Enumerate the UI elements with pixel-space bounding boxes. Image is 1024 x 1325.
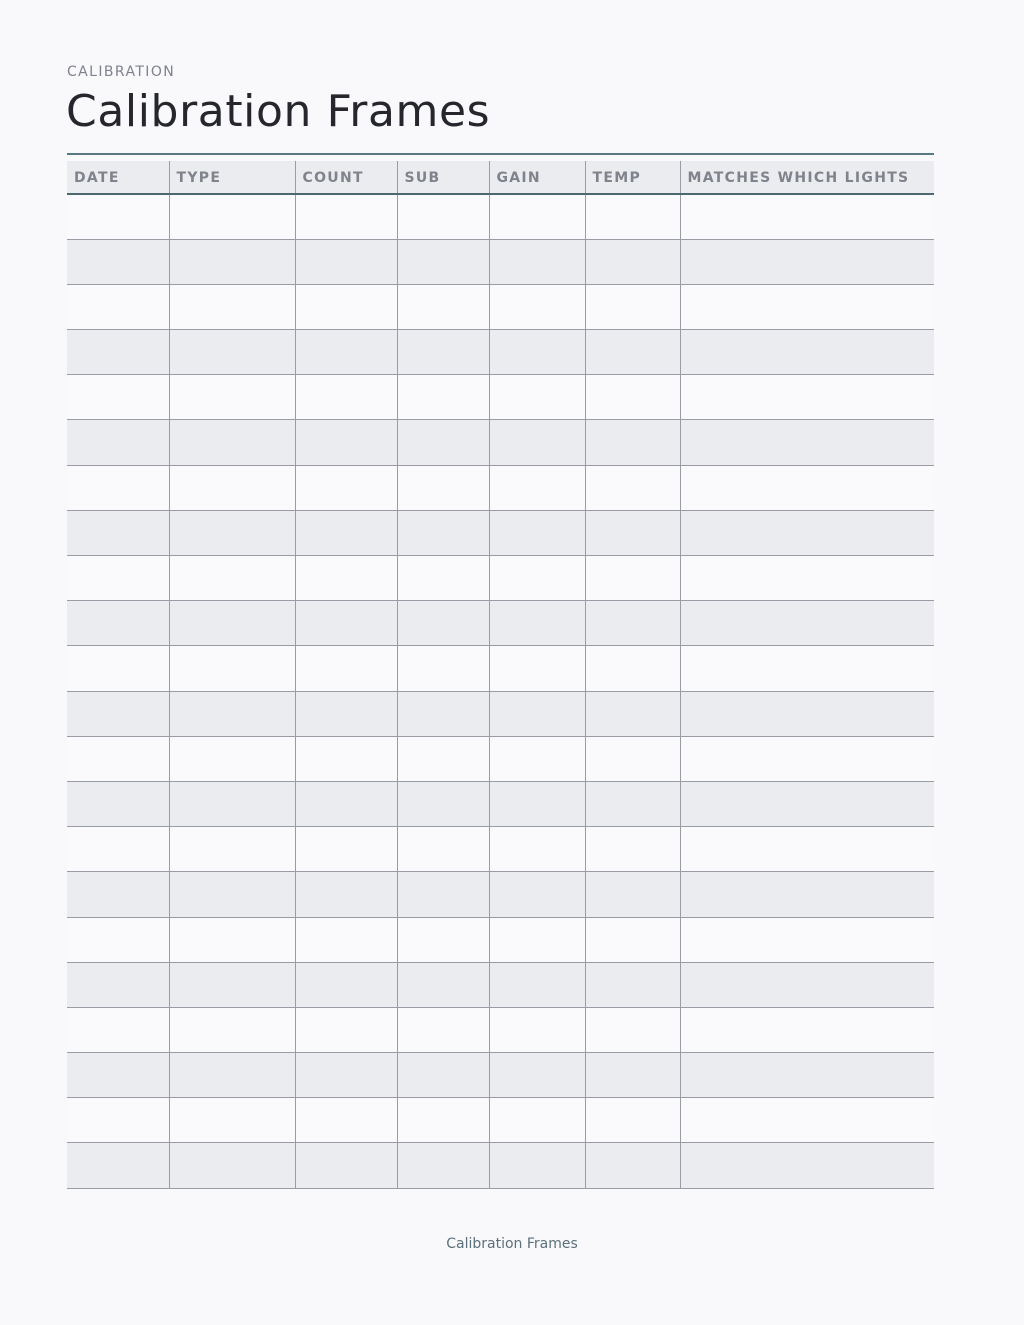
cell-temp[interactable] [585,962,680,1007]
cell-temp[interactable] [585,510,680,555]
cell-matches-which-lights[interactable] [680,194,934,239]
cell-gain[interactable] [489,1007,585,1052]
calibration-table [67,161,934,1189]
cell-type[interactable] [169,1143,295,1188]
cell-sub[interactable] [397,420,489,465]
cell-matches-which-lights[interactable] [680,962,934,1007]
table-row [67,646,934,691]
cell-type[interactable] [169,646,295,691]
cell-type[interactable] [169,510,295,555]
cell-matches-which-lights[interactable] [680,601,934,646]
cell-sub[interactable] [397,646,489,691]
cell-matches-which-lights[interactable] [680,239,934,284]
cell-sub[interactable] [397,239,489,284]
cell-type[interactable] [169,239,295,284]
cell-gain[interactable] [489,239,585,284]
table-row [67,601,934,646]
cell-sub[interactable] [397,691,489,736]
cell-type[interactable] [169,1053,295,1098]
table-row [67,827,934,872]
cell-count[interactable] [295,827,397,872]
cell-gain[interactable] [489,465,585,510]
table-row [67,239,934,284]
column-header-temp: TEMP [585,161,680,194]
cell-date[interactable] [67,420,169,465]
cell-matches-which-lights[interactable] [680,736,934,781]
cell-sub[interactable] [397,510,489,555]
cell-type[interactable] [169,556,295,601]
cell-type[interactable] [169,375,295,420]
cell-type[interactable] [169,736,295,781]
cell-sub[interactable] [397,375,489,420]
table-body [67,194,934,1188]
cell-temp[interactable] [585,1143,680,1188]
cell-matches-which-lights[interactable] [680,1053,934,1098]
cell-gain[interactable] [489,375,585,420]
table-row [67,691,934,736]
cell-date[interactable] [67,962,169,1007]
cell-date[interactable] [67,239,169,284]
cell-type[interactable] [169,1007,295,1052]
column-header-date: DATE [67,161,169,194]
table-row [67,375,934,420]
cell-temp[interactable] [585,646,680,691]
table-row [67,194,934,239]
cell-temp[interactable] [585,781,680,826]
cell-date[interactable] [67,601,169,646]
cell-type[interactable] [169,917,295,962]
table-row [67,1007,934,1052]
cell-sub[interactable] [397,330,489,375]
cell-count[interactable] [295,1053,397,1098]
cell-temp[interactable] [585,917,680,962]
cell-sub[interactable] [397,556,489,601]
cell-gain[interactable] [489,917,585,962]
cell-gain[interactable] [489,284,585,329]
table-row [67,1098,934,1143]
cell-sub[interactable] [397,1053,489,1098]
cell-date[interactable] [67,691,169,736]
page-title: Calibration Frames [66,86,491,137]
table-row [67,736,934,781]
cell-sub[interactable] [397,465,489,510]
title-divider [67,153,934,155]
cell-matches-which-lights[interactable] [680,465,934,510]
cell-date[interactable] [67,510,169,555]
table-row [67,1143,934,1188]
cell-count[interactable] [295,691,397,736]
cell-sub[interactable] [397,601,489,646]
cell-type[interactable] [169,284,295,329]
cell-temp[interactable] [585,556,680,601]
cell-matches-which-lights[interactable] [680,556,934,601]
section-eyebrow: CALIBRATION [67,64,176,80]
cell-type[interactable] [169,691,295,736]
cell-date[interactable] [67,872,169,917]
cell-type[interactable] [169,872,295,917]
table-row [67,917,934,962]
cell-count[interactable] [295,1007,397,1052]
table-row [67,465,934,510]
cell-gain[interactable] [489,1053,585,1098]
cell-date[interactable] [67,917,169,962]
cell-gain[interactable] [489,1098,585,1143]
page-footer: Calibration Frames [446,1236,578,1252]
cell-count[interactable] [295,962,397,1007]
cell-gain[interactable] [489,872,585,917]
cell-sub[interactable] [397,736,489,781]
cell-gain[interactable] [489,510,585,555]
cell-type[interactable] [169,465,295,510]
cell-date[interactable] [67,646,169,691]
cell-matches-which-lights[interactable] [680,646,934,691]
cell-temp[interactable] [585,465,680,510]
cell-count[interactable] [295,375,397,420]
cell-type[interactable] [169,420,295,465]
cell-sub[interactable] [397,194,489,239]
cell-temp[interactable] [585,194,680,239]
cell-temp[interactable] [585,601,680,646]
cell-sub[interactable] [397,284,489,329]
table-row [67,330,934,375]
cell-count[interactable] [295,736,397,781]
cell-sub[interactable] [397,827,489,872]
cell-temp[interactable] [585,691,680,736]
cell-count[interactable] [295,284,397,329]
cell-gain[interactable] [489,330,585,375]
cell-type[interactable] [169,330,295,375]
cell-date[interactable] [67,284,169,329]
cell-count[interactable] [295,1143,397,1188]
cell-temp[interactable] [585,1053,680,1098]
cell-date[interactable] [67,465,169,510]
cell-date[interactable] [67,736,169,781]
cell-temp[interactable] [585,420,680,465]
cell-gain[interactable] [489,194,585,239]
table-row [67,510,934,555]
cell-sub[interactable] [397,917,489,962]
cell-count[interactable] [295,194,397,239]
cell-sub[interactable] [397,962,489,1007]
cell-sub[interactable] [397,1007,489,1052]
cell-temp[interactable] [585,239,680,284]
cell-type[interactable] [169,601,295,646]
cell-gain[interactable] [489,736,585,781]
table-header-row [67,161,934,194]
table-row [67,962,934,1007]
cell-count[interactable] [295,420,397,465]
cell-matches-which-lights[interactable] [680,872,934,917]
column-header-type: TYPE [169,161,295,194]
cell-sub[interactable] [397,1098,489,1143]
cell-temp[interactable] [585,736,680,781]
cell-count[interactable] [295,510,397,555]
cell-temp[interactable] [585,375,680,420]
cell-gain[interactable] [489,691,585,736]
cell-temp[interactable] [585,330,680,375]
cell-gain[interactable] [489,827,585,872]
cell-gain[interactable] [489,646,585,691]
cell-matches-which-lights[interactable] [680,917,934,962]
column-header-gain: GAIN [489,161,585,194]
cell-temp[interactable] [585,1007,680,1052]
cell-date[interactable] [67,330,169,375]
cell-gain[interactable] [489,781,585,826]
cell-matches-which-lights[interactable] [680,1007,934,1052]
cell-gain[interactable] [489,420,585,465]
cell-matches-which-lights[interactable] [680,1098,934,1143]
cell-type[interactable] [169,827,295,872]
cell-count[interactable] [295,330,397,375]
table-row [67,284,934,329]
cell-matches-which-lights[interactable] [680,781,934,826]
cell-matches-which-lights[interactable] [680,691,934,736]
cell-temp[interactable] [585,872,680,917]
column-header-count: COUNT [295,161,397,194]
cell-date[interactable] [67,194,169,239]
cell-gain[interactable] [489,556,585,601]
cell-date[interactable] [67,1007,169,1052]
cell-matches-which-lights[interactable] [680,1143,934,1188]
cell-date[interactable] [67,1053,169,1098]
cell-matches-which-lights[interactable] [680,827,934,872]
calibration-table-container [67,153,934,1189]
cell-count[interactable] [295,872,397,917]
cell-count[interactable] [295,601,397,646]
cell-count[interactable] [295,917,397,962]
table-row [67,1053,934,1098]
table-row [67,420,934,465]
cell-temp[interactable] [585,284,680,329]
table-row [67,556,934,601]
table-row [67,872,934,917]
cell-type[interactable] [169,194,295,239]
cell-matches-which-lights[interactable] [680,330,934,375]
cell-matches-which-lights[interactable] [680,420,934,465]
table-row [67,781,934,826]
cell-count[interactable] [295,556,397,601]
cell-temp[interactable] [585,827,680,872]
cell-count[interactable] [295,781,397,826]
cell-matches-which-lights[interactable] [680,510,934,555]
cell-count[interactable] [295,1098,397,1143]
cell-sub[interactable] [397,1143,489,1188]
cell-gain[interactable] [489,1143,585,1188]
cell-sub[interactable] [397,781,489,826]
cell-matches-which-lights[interactable] [680,284,934,329]
cell-count[interactable] [295,465,397,510]
cell-type[interactable] [169,781,295,826]
cell-gain[interactable] [489,962,585,1007]
column-header-matches-which-lights: MATCHES WHICH LIGHTS [680,161,934,194]
cell-count[interactable] [295,646,397,691]
cell-matches-which-lights[interactable] [680,375,934,420]
cell-date[interactable] [67,375,169,420]
cell-date[interactable] [67,1143,169,1188]
cell-temp[interactable] [585,1098,680,1143]
column-header-sub: SUB [397,161,489,194]
cell-date[interactable] [67,781,169,826]
cell-date[interactable] [67,1098,169,1143]
cell-sub[interactable] [397,872,489,917]
cell-type[interactable] [169,962,295,1007]
cell-date[interactable] [67,556,169,601]
cell-date[interactable] [67,827,169,872]
cell-type[interactable] [169,1098,295,1143]
cell-count[interactable] [295,239,397,284]
cell-gain[interactable] [489,601,585,646]
